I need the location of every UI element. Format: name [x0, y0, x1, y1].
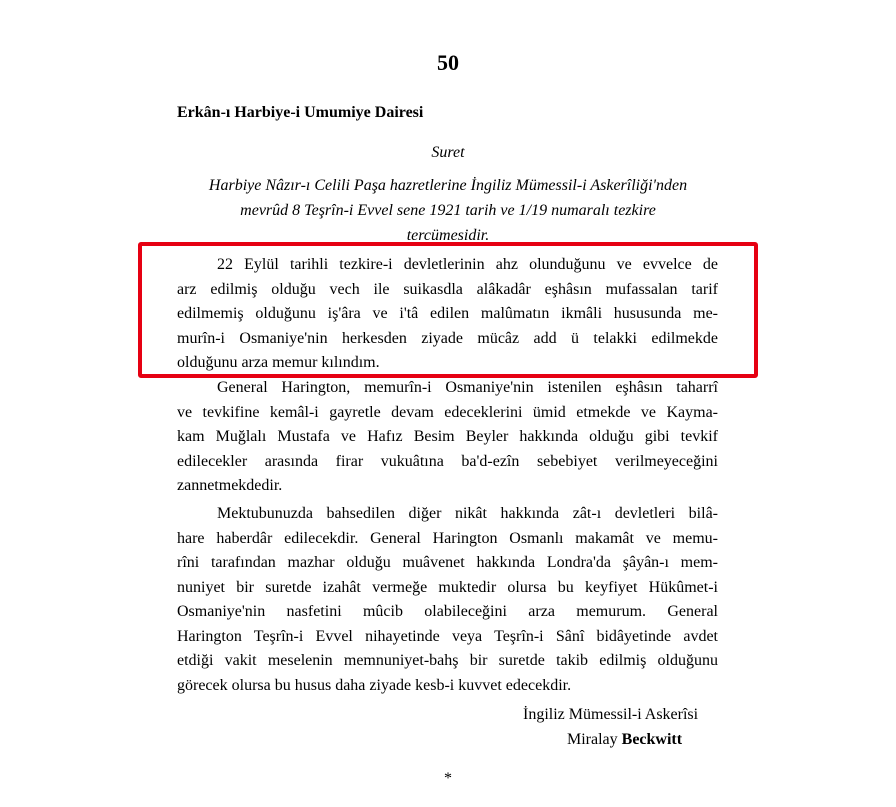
signature-rank: Miralay — [567, 731, 618, 748]
paragraph-line: rîni tarafından mazhar olduğu muâvenet hakkında Londra'da şâyân-ı mem- — [177, 554, 718, 571]
paragraph-line: zannetmekdedir. — [177, 477, 283, 494]
heading-line: tercümesidir. — [406, 227, 490, 241]
paragraph-line: görecek olursa bu husus daha ziyade kesb-i kuvvet edecekdir. — [177, 676, 572, 694]
signature-line — [567, 731, 682, 749]
paragraph-line: Harington Teşrîn-i Evvel nihayetinde veya Teşrîn-i Sânî bidâyetinde avdet — [177, 627, 718, 645]
signature-name: Beckwitt — [621, 731, 683, 748]
paragraph-line: Osmaniye'nin nasfetini mûcib olabileceğini arza memurum. General — [177, 603, 718, 620]
suret-label: Suret — [431, 144, 465, 161]
paragraph-line: ve tevkifine kemâl-i gayretle devam edeceklerini ümid etmekde ve Kayma- — [177, 403, 718, 421]
department-title: Erkân-ı Harbiye-i Umumiye Dairesi — [177, 104, 424, 121]
heading-line: Harbiye Nâzır-ı Celili Paşa hazretlerine İngiliz Mümessil-i Askerîliği'nden — [208, 177, 688, 194]
paragraph-line: Mektubunuzda bahsedilen diğer nikât hakkında zât-ı devletleri bilâ- — [217, 505, 718, 522]
paragraph-line: edilmemiş olduğunu iş'âra ve i'tâ edilen malûmatın ikmâli hususunda me- — [177, 305, 718, 322]
section-separator: * — [444, 770, 452, 787]
paragraph-line: nuniyet bir suretde izahât vermeğe muktedir olursa bu keyfiyet Hükûmet-i — [177, 578, 718, 596]
heading-line: mevrûd 8 Teşrîn-i Evvel sene 1921 tarih ve 1/19 numaralı tezkire — [240, 202, 656, 219]
paragraph-line: murîn-i Osmaniye'nin herkesden ziyade mücâz add ü telakki edilmekde — [177, 329, 718, 347]
paragraph-line: hare haberdâr edilecekdir. General Harington Osmanlı makamât ve memu- — [177, 529, 718, 547]
paragraph-line: etdiği vakit meselenin memnuniyet-bahş bir suretde takib edilmiş olduğunu — [177, 652, 718, 669]
paragraph-line: edilecekler arasında firar vukuâtına ba'd-ezîn sebebiyet verilmeyeceğini — [177, 452, 718, 470]
paragraph-2 — [177, 376, 718, 499]
signature-title: İngiliz Mümessil-i Askerîsi — [523, 706, 699, 723]
paragraph-line: General Harington, memurîn-i Osmaniye'nin istenilen eşhâsın taharrî — [217, 379, 718, 396]
paragraph-line: 22 Eylül tarihli tezkire-i devletlerinin ahz olunduğunu ve evvelce de — [217, 256, 718, 273]
paragraph-line: olduğunu arza memur kılındım. — [177, 354, 380, 371]
paragraph-line: arz edilmiş olduğu vech ile suikasdla alâkadâr eşhâsın mufassalan tarif — [177, 280, 718, 298]
page-number: 50 — [437, 50, 459, 75]
paragraph-1 — [177, 253, 718, 376]
paragraph-3 — [177, 502, 718, 698]
paragraph-line: kam Muğlalı Mustafa ve Hafız Besim Beyler hakkında olduğu gibi tevkif — [177, 428, 718, 445]
